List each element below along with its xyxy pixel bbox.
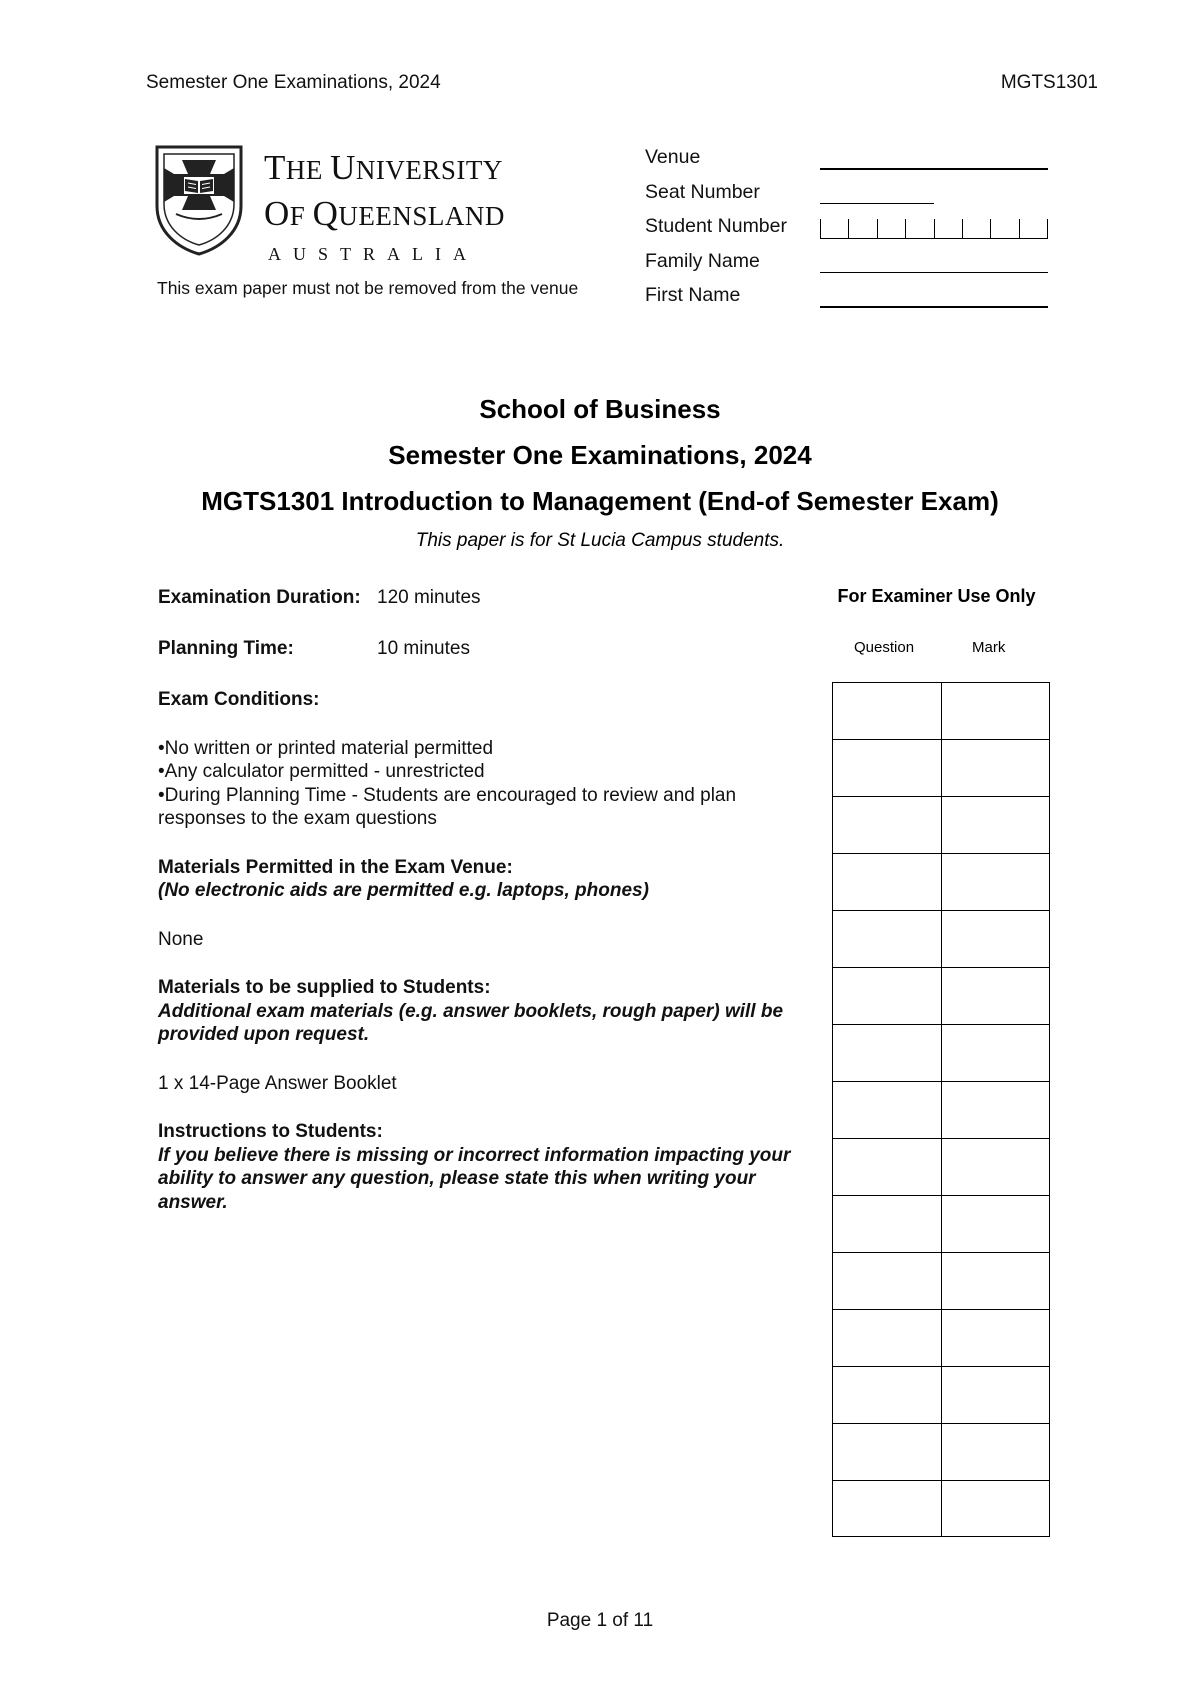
mark-cell[interactable] (942, 1082, 1051, 1138)
mark-cell[interactable] (942, 740, 1051, 796)
exam-titles (0, 386, 1200, 552)
digit-box[interactable] (1020, 219, 1048, 239)
digit-box[interactable] (878, 219, 906, 239)
condition-item: •During Planning Time - Students are encouraged to review and plan responses to the exam questions (158, 784, 737, 829)
mark-cell[interactable] (942, 1196, 1051, 1252)
examiner-headers (826, 639, 1051, 659)
marks-row (833, 1024, 1050, 1081)
crest-icon (154, 144, 244, 256)
mark-cell[interactable] (942, 1253, 1051, 1309)
mark-cell[interactable] (942, 1481, 1051, 1536)
mark-cell[interactable] (942, 1367, 1051, 1423)
instructions-note: If you believe there is missing or incorrect information impacting your ability to answer any question, please state this when writing your answer. (158, 1144, 791, 1213)
venue-row (645, 144, 1055, 179)
removal-notice: This exam paper must not be removed from the venue (157, 278, 579, 298)
condition-item: •No written or printed material permitted (158, 737, 494, 759)
materials-value: None (158, 928, 204, 950)
examiner-panel (826, 586, 1051, 659)
conditions-title: Exam Conditions: (158, 689, 320, 710)
venue-label: Venue (645, 146, 701, 168)
page-number: Page 1 of 11 (546, 1610, 654, 1631)
materials-title: Materials Permitted in the Exam Venue: (158, 856, 513, 878)
marks-row (833, 910, 1050, 967)
duration-label: Examination Duration: (158, 587, 361, 608)
student-number-row (645, 213, 1055, 248)
school-title: School of Business (479, 394, 721, 424)
planning-value: 10 minutes (377, 638, 470, 659)
digit-box[interactable] (849, 219, 877, 239)
question-cell[interactable] (833, 854, 942, 910)
marks-row (833, 1081, 1050, 1138)
seat-number-row (645, 179, 1055, 214)
student-number-boxes[interactable] (820, 219, 1048, 239)
mark-cell[interactable] (942, 968, 1051, 1024)
question-cell[interactable] (833, 1082, 942, 1138)
family-name-label: Family Name (645, 249, 760, 272)
mark-cell[interactable] (942, 1139, 1051, 1195)
mark-cell[interactable] (942, 1424, 1051, 1480)
question-cell[interactable] (833, 1424, 942, 1480)
marks-row (833, 1138, 1050, 1195)
condition-item: •Any calculator permitted - unrestricted (158, 761, 485, 782)
question-cell[interactable] (833, 1310, 942, 1366)
mark-cell[interactable] (942, 854, 1051, 910)
question-cell[interactable] (833, 1025, 942, 1081)
mark-cell[interactable] (942, 683, 1051, 739)
campus-note: This paper is for St Lucia Campus students. (415, 530, 785, 551)
exam-title: Semester One Examinations, 2024 (388, 440, 812, 470)
first-name-field[interactable] (820, 306, 1048, 308)
question-cell[interactable] (833, 911, 942, 967)
supplied-note: Additional exam materials (e.g. answer booklets, rough paper) will be provided upon request. (158, 1000, 784, 1045)
mark-cell[interactable] (942, 911, 1051, 967)
exam-details (158, 586, 818, 1214)
supplied-title: Materials to be supplied to Students: (158, 977, 491, 998)
digit-box[interactable] (821, 219, 849, 239)
duration-row (158, 586, 818, 637)
first-name-label: First Name (645, 284, 741, 306)
question-cell[interactable] (833, 1196, 942, 1252)
question-cell[interactable] (833, 740, 942, 796)
planning-row (158, 637, 818, 688)
venue-field[interactable] (820, 168, 1048, 170)
candidate-details (645, 144, 1055, 317)
marks-row (833, 739, 1050, 796)
question-cell[interactable] (833, 797, 942, 853)
university-wordmark: THE UNIVERSITY OF QUEENSLAND AUSTRALIA (264, 148, 505, 264)
examiner-title: For Examiner Use Only (837, 586, 1036, 606)
mark-cell[interactable] (942, 1310, 1051, 1366)
marks-table (832, 682, 1050, 1537)
materials-note: (No electronic aids are permitted e.g. laptops, phones) (158, 880, 649, 901)
question-cell[interactable] (833, 1253, 942, 1309)
question-cell[interactable] (833, 1139, 942, 1195)
marks-row (833, 853, 1050, 910)
seat-number-field[interactable] (820, 203, 934, 205)
first-name-row (645, 282, 1055, 317)
mark-cell[interactable] (942, 1025, 1051, 1081)
marks-row (833, 1480, 1050, 1537)
course-title: MGTS1301 Introduction to Management (End-of Semester Exam) (201, 486, 999, 516)
seat-number-label: Seat Number (645, 180, 760, 203)
mark-header: Mark (972, 639, 1006, 656)
student-number-label: Student Number (645, 215, 787, 237)
supplied-value: 1 x 14-Page Answer Booklet (158, 1072, 397, 1094)
marks-row (833, 1252, 1050, 1309)
marks-row (833, 682, 1050, 739)
running-header-right: MGTS1301 (1000, 72, 1098, 93)
marks-row (833, 967, 1050, 1024)
planning-label: Planning Time: (158, 638, 294, 659)
digit-box[interactable] (935, 219, 963, 239)
duration-value: 120 minutes (377, 587, 481, 608)
mark-cell[interactable] (942, 797, 1051, 853)
marks-row (833, 796, 1050, 853)
family-name-field[interactable] (820, 272, 1048, 274)
instructions-title: Instructions to Students: (158, 1121, 383, 1142)
family-name-row (645, 248, 1055, 283)
question-header: Question (854, 639, 915, 656)
marks-row (833, 1309, 1050, 1366)
digit-box[interactable] (963, 219, 991, 239)
question-cell[interactable] (833, 1367, 942, 1423)
running-header-left: Semester One Examinations, 2024 (146, 72, 441, 93)
digit-box[interactable] (991, 219, 1019, 239)
digit-box[interactable] (906, 219, 934, 239)
marks-row (833, 1195, 1050, 1252)
marks-row (833, 1423, 1050, 1480)
question-cell[interactable] (833, 1481, 942, 1536)
question-cell[interactable] (833, 683, 942, 739)
university-logo (154, 144, 574, 264)
question-cell[interactable] (833, 968, 942, 1024)
marks-row (833, 1366, 1050, 1423)
